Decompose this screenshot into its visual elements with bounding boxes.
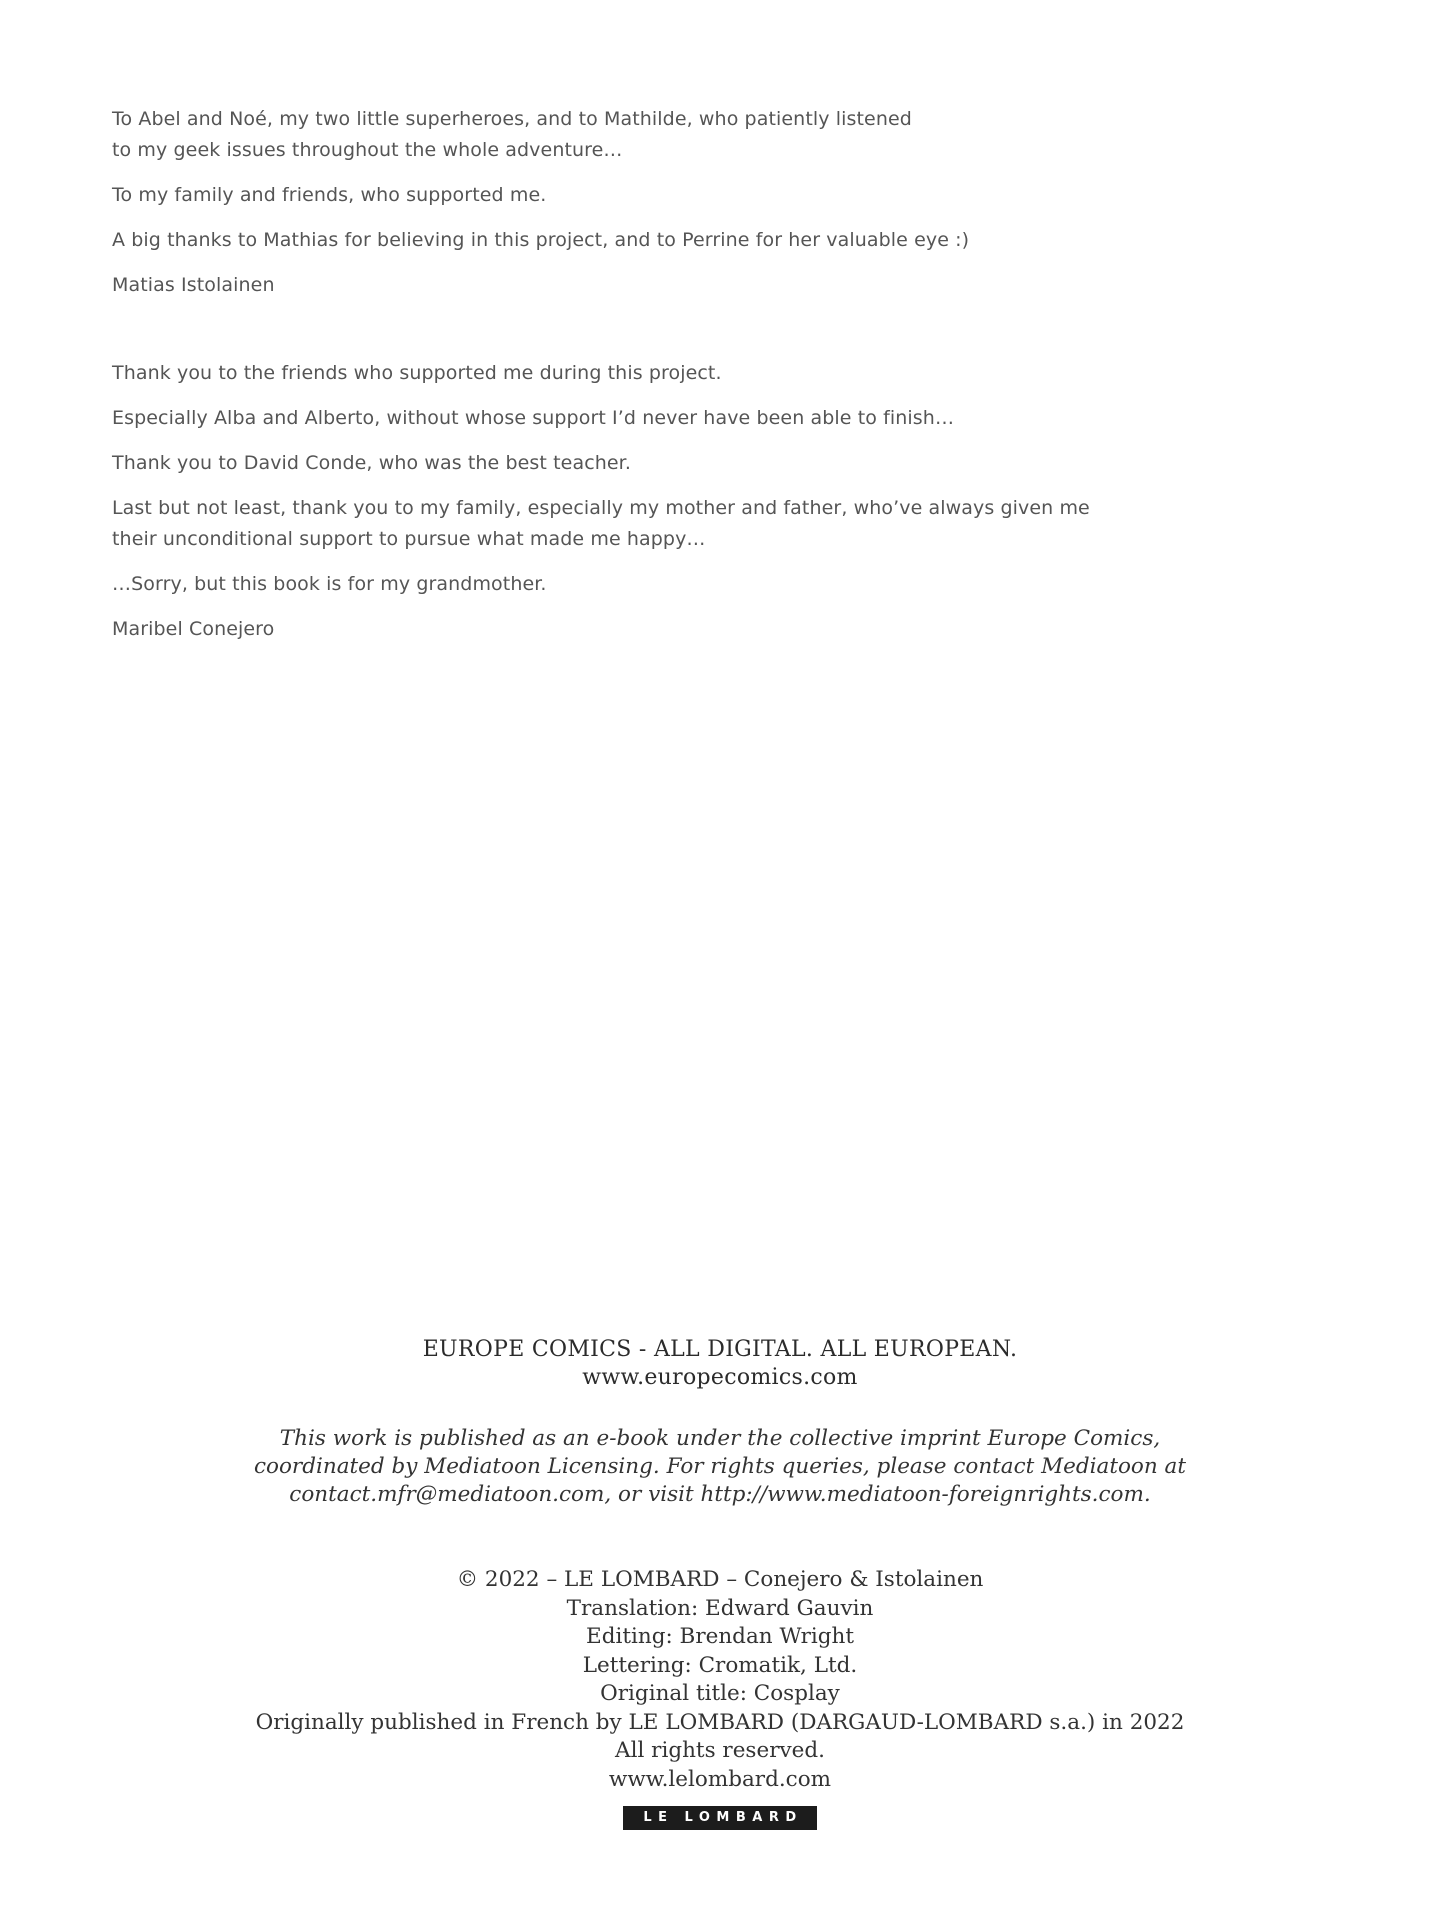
logo-wrapper: [0, 1806, 1440, 1830]
dedication-signature: Matias Istolainen: [112, 274, 275, 296]
dedication-line: their unconditional support to pursue what made me happy…: [112, 528, 706, 550]
editing-credit: Editing: Brendan Wright: [586, 1624, 854, 1649]
publisher-tagline: EUROPE COMICS - ALL DIGITAL. ALL EUROPEAN.: [422, 1337, 1018, 1362]
dedication-paragraph: [112, 225, 1112, 256]
dedication-line: To Abel and Noé, my two little superheroes, and to Mathilde, who patiently listened: [112, 108, 912, 130]
dedication-signature: Maribel Conejero: [112, 618, 275, 640]
le-lombard-logo: LE LOMBARD: [623, 1806, 817, 1830]
publisher-website: www.europecomics.com: [582, 1365, 858, 1390]
translation-credit: Translation: Edward Gauvin: [566, 1595, 874, 1621]
dedication-line: Last but not least, thank you to my family, especially my mother and father, who’ve always given me: [112, 497, 1090, 519]
copyright-line: © 2022 – LE LOMBARD – Conejero & Istolainen: [456, 1567, 984, 1592]
publisher-website-lombard: www.lelombard.com: [608, 1766, 832, 1792]
dedication-paragraph: [112, 493, 1112, 555]
dedication-line: Thank you to the friends who supported me during this project.: [112, 362, 722, 384]
dedication-paragraph: [112, 569, 1112, 600]
dedication-line: to my geek issues throughout the whole adventure…: [112, 139, 623, 161]
dedication-paragraph: [112, 104, 1112, 166]
dedication-paragraph: [112, 448, 1112, 479]
publisher-tagline-block: [0, 1336, 1440, 1392]
dedication-line: A big thanks to Mathias for believing in this project, and to Perrine for her valuable eye :): [112, 229, 970, 251]
credits-block: [0, 1566, 1440, 1794]
dedication-line: Thank you to David Conde, who was the best teacher.: [112, 452, 631, 474]
dedication-line: To my family and friends, who supported me.: [112, 184, 547, 206]
original-title: Original title: Cosplay: [600, 1681, 840, 1706]
dedication-line: Especially Alba and Alberto, without whose support I’d never have been able to finish…: [112, 407, 955, 429]
dedication-line: …Sorry, but this book is for my grandmother.: [112, 573, 547, 595]
original-publication: Originally published in French by LE LOMBARD (DARGAUD-LOMBARD s.a.) in 2022: [255, 1709, 1185, 1735]
dedication-paragraph: [112, 358, 1112, 389]
legal-line: This work is published as an e-book under the collective imprint Europe Comics,: [279, 1426, 1161, 1451]
legal-notice: [0, 1425, 1440, 1509]
lettering-credit: Lettering: Cromatik, Ltd.: [582, 1652, 858, 1678]
dedications: [112, 104, 1112, 659]
legal-line: coordinated by Mediatoon Licensing. For rights queries, please contact Mediatoon at: [254, 1454, 1186, 1479]
dedication-paragraph: [112, 180, 1112, 211]
rights-reserved: All rights reserved.: [615, 1738, 825, 1763]
legal-line: contact.mfr@mediatoon.com, or visit http://www.mediatoon-foreignrights.com.: [289, 1482, 1151, 1507]
section-spacer: [112, 315, 1112, 358]
dedication-paragraph: [112, 403, 1112, 434]
